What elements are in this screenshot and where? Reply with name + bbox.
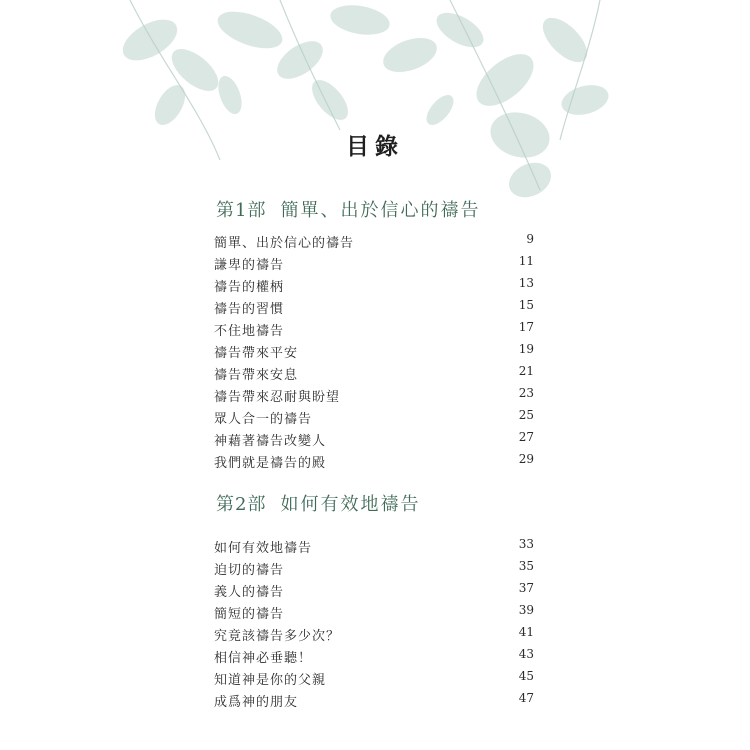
toc-entry-title: 相信神必垂聽！ [214, 651, 313, 666]
part-2-heading [216, 490, 420, 516]
toc-entry-title: 神藉著禱告改變人 [214, 434, 327, 449]
toc-entry-title: 眾人合一的禱告 [214, 412, 313, 427]
toc-entry-title: 簡短的禱告 [214, 607, 285, 622]
toc-entry-title: 知道神是你的父親 [214, 673, 327, 688]
toc-entry[interactable] [214, 342, 534, 362]
toc-entry-page: 13 [518, 276, 534, 290]
toc-entry-page: 19 [518, 342, 534, 356]
toc-entry-page: 25 [518, 408, 534, 422]
toc-entry-page: 35 [518, 559, 534, 573]
toc-entry[interactable] [214, 581, 534, 601]
toc-entry[interactable] [214, 669, 534, 689]
toc-entry[interactable] [214, 408, 534, 428]
toc-entry[interactable] [214, 452, 534, 472]
toc-entry[interactable] [214, 647, 534, 667]
toc-entry[interactable] [214, 254, 534, 274]
toc-entry-page: 43 [518, 647, 534, 661]
toc-entry-title: 禱告的習慣 [214, 302, 285, 317]
toc-entry-title: 謙卑的禱告 [214, 258, 285, 273]
toc-entry[interactable] [214, 537, 534, 557]
toc-entry[interactable] [214, 364, 534, 384]
toc-entry-title: 成爲神的朋友 [214, 695, 299, 710]
toc-entry[interactable] [214, 298, 534, 318]
toc-entry-page: 29 [518, 452, 534, 466]
page-title: 目錄 [346, 133, 404, 160]
toc-entry[interactable] [214, 232, 534, 252]
toc-entry-page: 27 [518, 430, 534, 444]
toc-entry[interactable] [214, 276, 534, 296]
toc-entry[interactable] [214, 430, 534, 450]
part-1-number: 第1部 [216, 200, 267, 221]
toc-entry[interactable] [214, 386, 534, 406]
toc-entry-title: 如何有效地禱告 [214, 541, 313, 556]
toc-entry-page: 17 [518, 320, 534, 334]
toc-entry-title: 禱告帶來平安 [214, 346, 299, 361]
toc-entry-page: 37 [518, 581, 534, 595]
toc-entry-title: 迫切的禱告 [214, 563, 285, 578]
toc-entry-page: 39 [518, 603, 534, 617]
toc-entry[interactable] [214, 603, 534, 623]
toc-entry-page: 33 [518, 537, 534, 551]
toc-entry-page: 45 [518, 669, 534, 683]
toc-entry-title: 不住地禱告 [214, 324, 285, 339]
part-1-name: 簡單、出於信心的禱告 [280, 200, 481, 221]
toc-entry-page: 9 [526, 232, 534, 246]
toc-entry-title: 究竟該禱告多少次？ [214, 629, 341, 644]
toc-entry-title: 禱告帶來安息 [214, 368, 299, 383]
toc-entry-title: 簡單、出於信心的禱告 [214, 236, 355, 251]
toc-entry-title: 禱告帶來忍耐與盼望 [214, 390, 341, 405]
toc-entry-page: 23 [518, 386, 534, 400]
part-2-name: 如何有效地禱告 [280, 494, 421, 515]
toc-entry[interactable] [214, 559, 534, 579]
part-2-number: 第2部 [216, 494, 267, 515]
part-1-heading [216, 196, 480, 222]
toc-entry[interactable] [214, 691, 534, 711]
watercolor-leaves-decoration [0, 0, 750, 210]
toc-entry-title: 我們就是禱告的殿 [214, 456, 327, 471]
toc-entry-title: 義人的禱告 [214, 585, 285, 600]
toc-entry[interactable] [214, 625, 534, 645]
toc-entry-page: 11 [518, 254, 534, 268]
toc-entry[interactable] [214, 320, 534, 340]
toc-entry-page: 15 [518, 298, 534, 312]
toc-entry-page: 47 [518, 691, 534, 705]
toc-entry-page: 21 [518, 364, 534, 378]
toc-entry-page: 41 [518, 625, 534, 639]
toc-entry-title: 禱告的權柄 [214, 280, 285, 295]
